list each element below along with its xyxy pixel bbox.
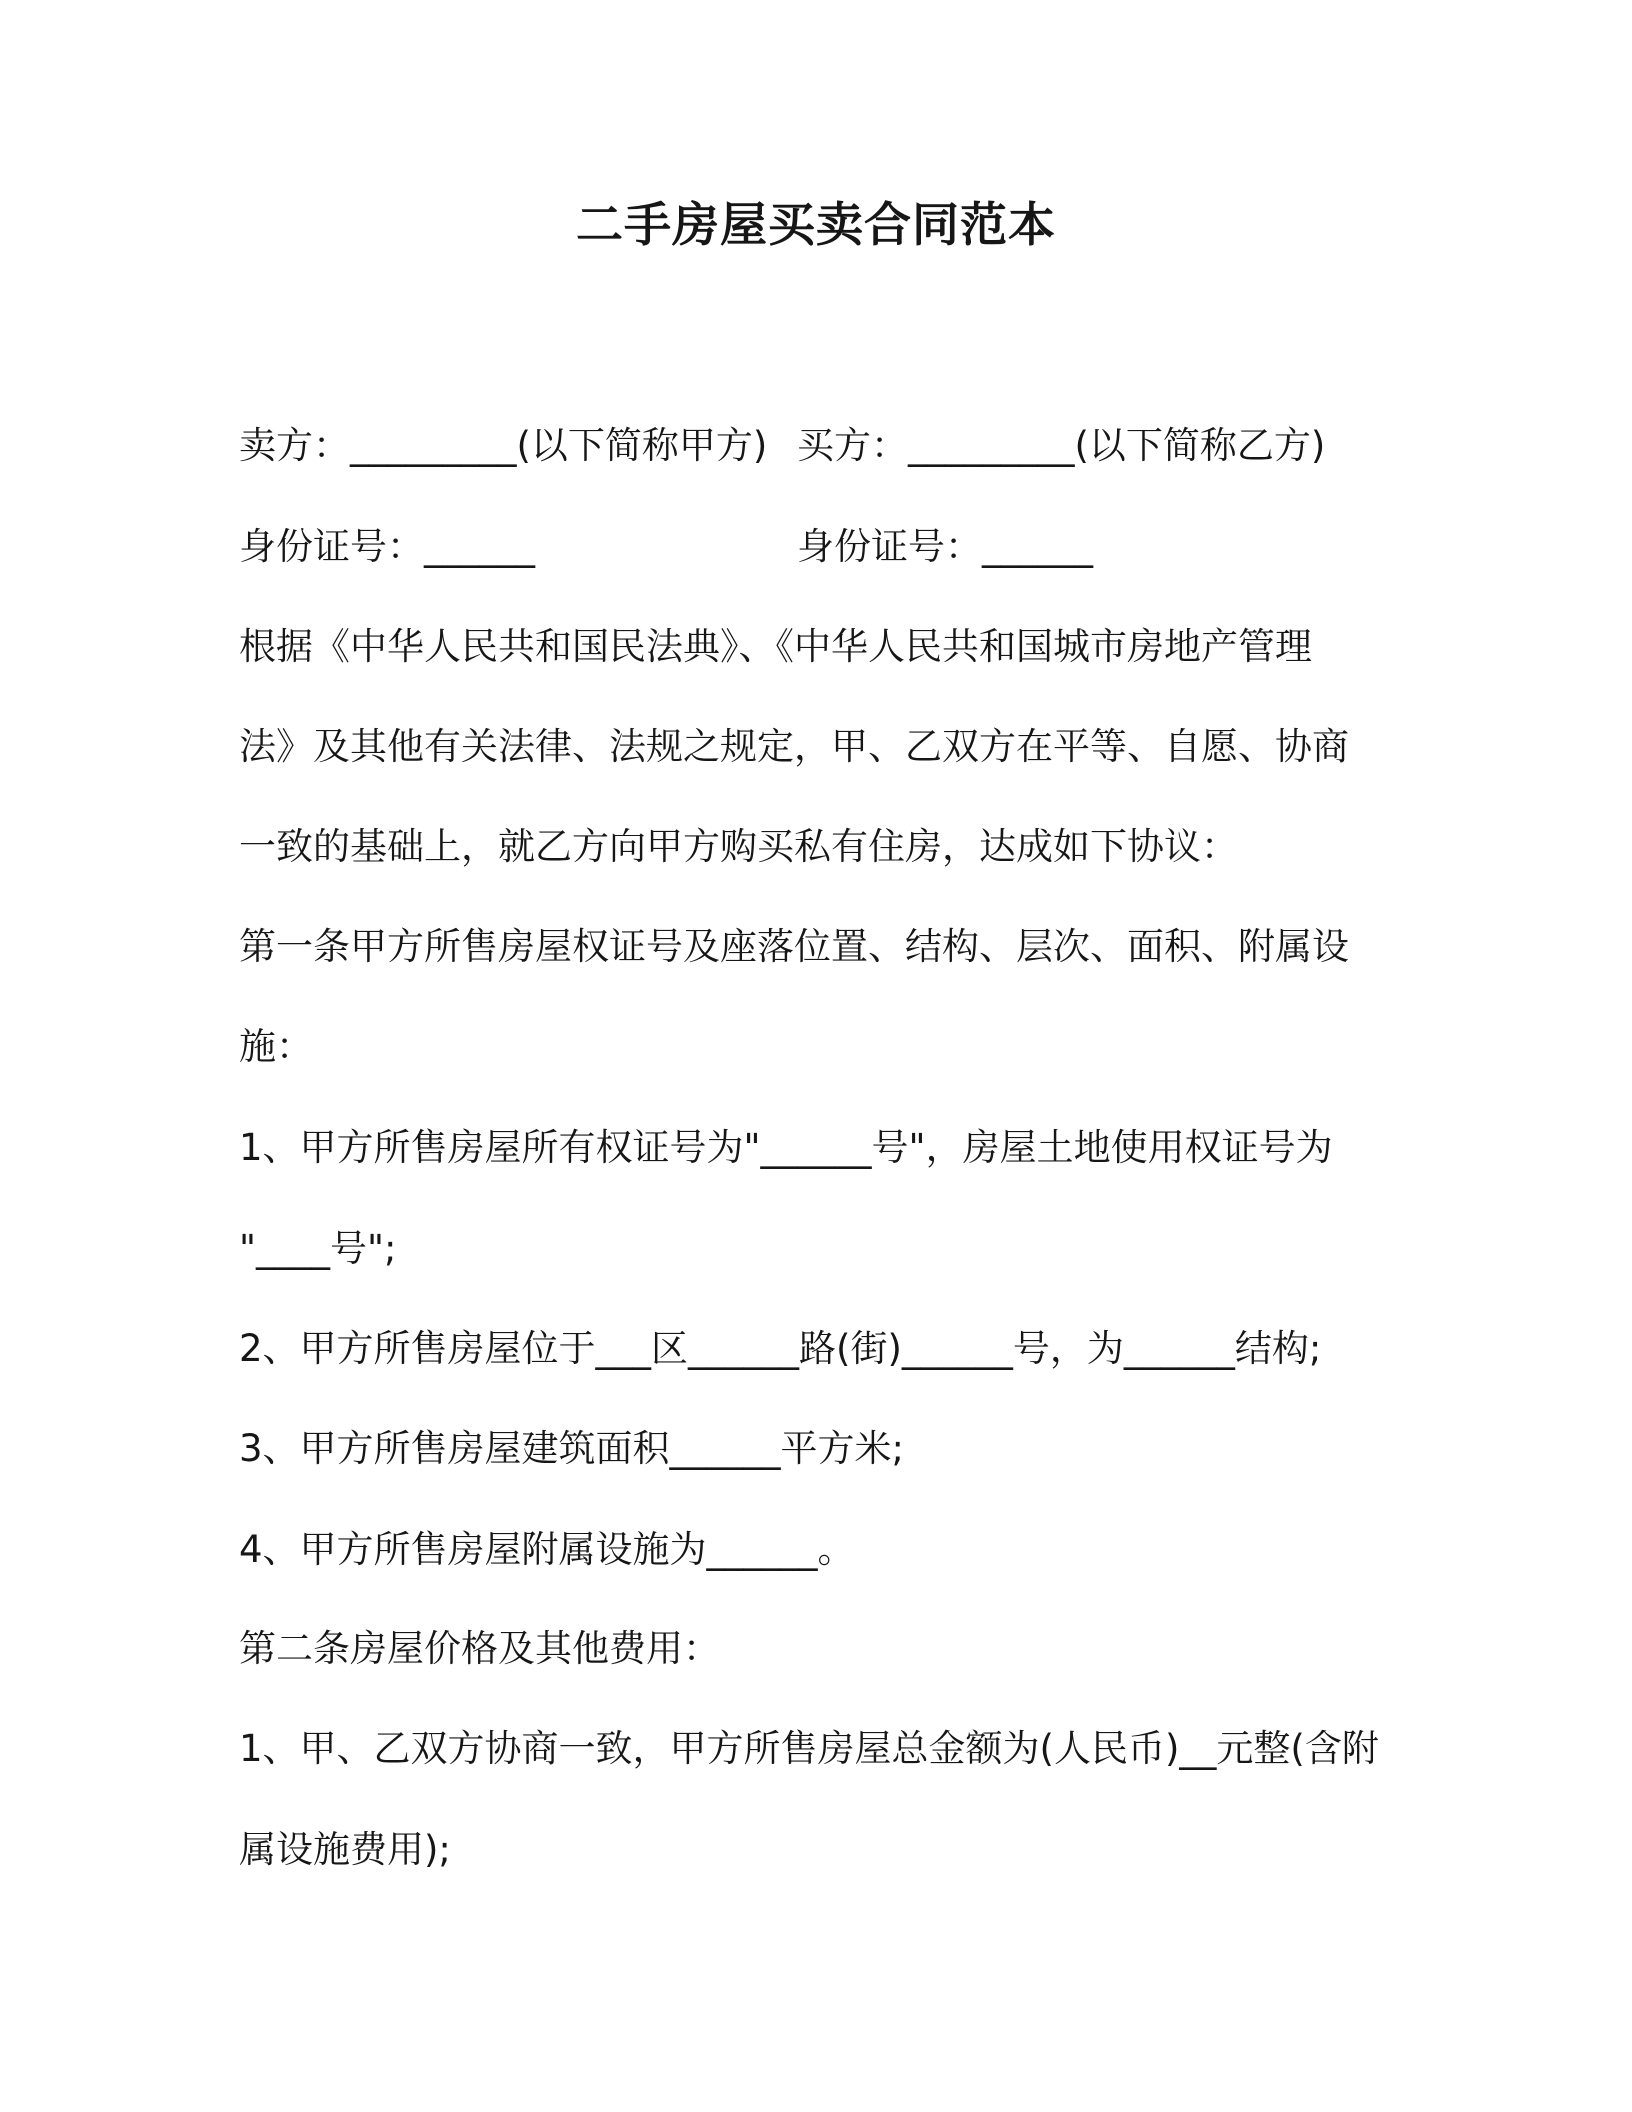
body-line: 一致的基础上，就乙方向甲方购买私有住房，达成如下协议： xyxy=(239,825,1238,868)
body-line: "____号"; xyxy=(239,1227,397,1270)
buyer-id-line xyxy=(797,522,1093,572)
buyer-label: 买方：_________(以下简称乙方) xyxy=(797,424,1326,467)
clause-item: 3、甲方所售房屋建筑面积______平方米; xyxy=(239,1427,905,1470)
body-line: 属设施费用); xyxy=(239,1828,451,1871)
body-line: 法》及其他有关法律、法规之规定，甲、乙双方在平等、自愿、协商 xyxy=(239,725,1349,768)
clause-item: 2、甲方所售房屋位于___区______路(街)______号，为______结构; xyxy=(239,1327,1322,1370)
article-heading: 第二条房屋价格及其他费用： xyxy=(239,1627,720,1670)
clause-item: 1、甲方所售房屋所有权证号为"______号"，房屋土地使用权证号为 xyxy=(239,1126,1333,1169)
buyer-id-label: 身份证号：______ xyxy=(797,525,1093,568)
body-line: 施： xyxy=(239,1025,313,1068)
seller-id-label: 身份证号：______ xyxy=(239,525,535,568)
seller-label: 卖方：_________(以下简称甲方) xyxy=(239,424,768,467)
article-heading: 第一条甲方所售房屋权证号及座落位置、结构、层次、面积、附属设 xyxy=(239,925,1349,968)
clause-item: 4、甲方所售房屋附属设施为______。 xyxy=(239,1528,855,1571)
buyer-line xyxy=(797,421,1325,471)
document-title: 二手房屋买卖合同范本 xyxy=(576,198,1056,253)
body-line: 根据《中华人民共和国民法典》、《中华人民共和国城市房地产管理 xyxy=(239,625,1312,668)
clause-item: 1、甲、乙双方协商一致，甲方所售房屋总金额为(人民币)__元整(含附 xyxy=(239,1727,1379,1770)
seller-line xyxy=(239,421,767,471)
seller-id-line xyxy=(239,522,535,572)
